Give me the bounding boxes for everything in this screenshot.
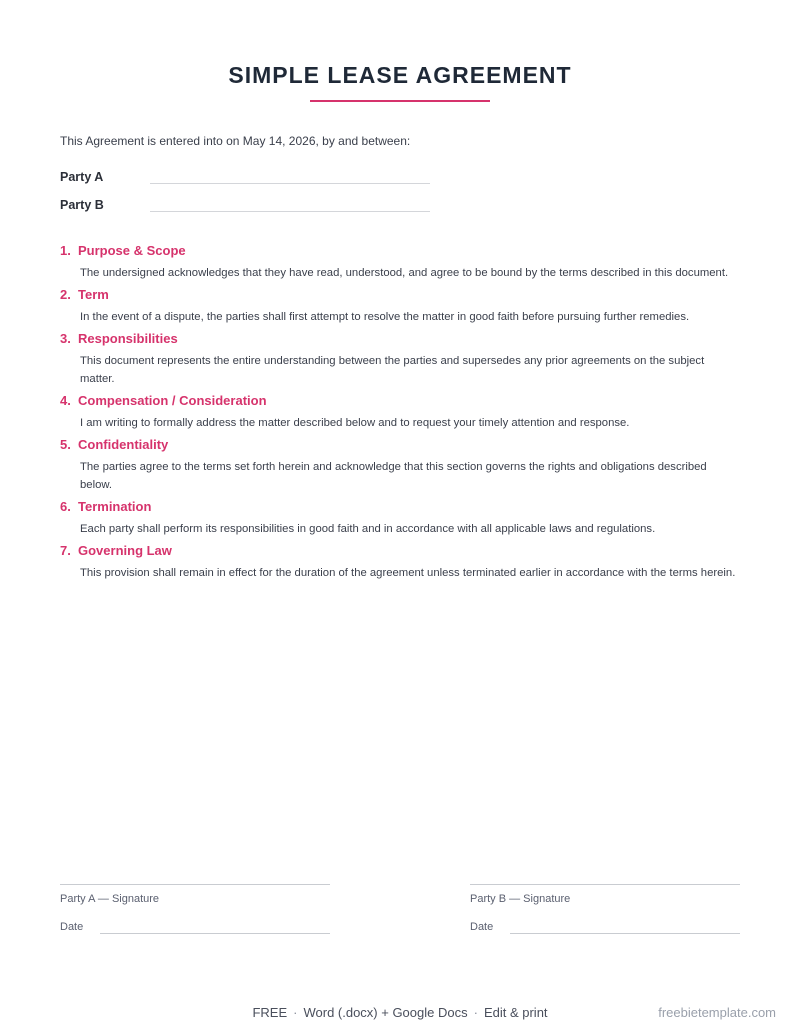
section-heading [60,498,740,516]
section-heading [60,392,740,410]
signature-line [60,884,330,885]
footer-separator: · [293,1005,298,1020]
footer-separator: · [473,1005,478,1020]
section-title: Term [78,287,109,302]
section-2 [60,286,740,326]
section-title: Purpose & Scope [78,243,186,258]
section-body: In the event of a dispute, the parties shall first attempt to resolve the matter in good faith before pursuing further remedies. [80,311,690,323]
section-heading [60,542,740,560]
section-number: 6. [60,499,71,514]
signature-label: Party B — Signature [470,893,571,905]
section-title: Governing Law [78,543,172,558]
section-number: 5. [60,437,71,452]
section-body: This provision shall remain in effect for the duration of the agreement unless terminated earlier in accordance with the terms herein. [80,567,736,579]
section-heading [60,436,740,454]
section-title: Compensation / Consideration [78,393,267,408]
title-underline [310,100,490,102]
section-body: I am writing to formally address the matter described below and to request your timely attention and response. [80,417,630,429]
section-number: 1. [60,243,71,258]
signature-label: Party A — Signature [60,893,160,905]
section-3 [60,330,740,388]
footer-free: FREE [252,1005,288,1020]
date-line [100,933,330,934]
section-heading [60,330,740,348]
signature-line [470,884,740,885]
date-line [510,933,740,934]
intro-text: This Agreement is entered into on May 14, 2026, by and between: [60,134,411,148]
section-title: Confidentiality [78,437,169,452]
section-title: Termination [78,499,152,514]
party-a-row [60,170,430,190]
footer-site-link[interactable]: freebietemplate.com [658,1005,776,1020]
section-title: Responsibilities [78,331,178,346]
section-4 [60,392,740,432]
section-5 [60,436,740,494]
party-a-fill-line [150,183,430,184]
section-body: The undersigned acknowledges that they have read, understood, and agree to be bound by the terms described in this document. [80,267,729,279]
party-b-row [60,198,430,218]
footer-action: Edit & print [483,1005,548,1020]
section-body: Each party shall perform its responsibilities in good faith and in accordance with all applicable laws and regulations. [80,523,656,535]
sections-list [60,242,740,586]
section-7 [60,542,740,582]
section-number: 4. [60,393,71,408]
section-1 [60,242,740,282]
footer-formats: Word (.docx) + Google Docs [303,1005,468,1020]
section-body: The parties agree to the terms set forth herein and acknowledge that this section governs the rights and obligations described below. [80,461,707,491]
date-label: Date [470,921,494,933]
section-heading [60,242,740,260]
section-number: 7. [60,543,71,558]
section-number: 2. [60,287,71,302]
section-number: 3. [60,331,71,346]
date-label: Date [60,921,84,933]
section-6 [60,498,740,538]
party-a-label: Party A [60,170,104,184]
party-b-fill-line [150,211,430,212]
party-b-label: Party B [60,198,104,212]
section-heading [60,286,740,304]
section-body: This document represents the entire understanding between the parties and supersedes any prior agreements on the subject matter. [80,355,705,385]
page-title: SIMPLE LEASE AGREEMENT [228,62,572,88]
